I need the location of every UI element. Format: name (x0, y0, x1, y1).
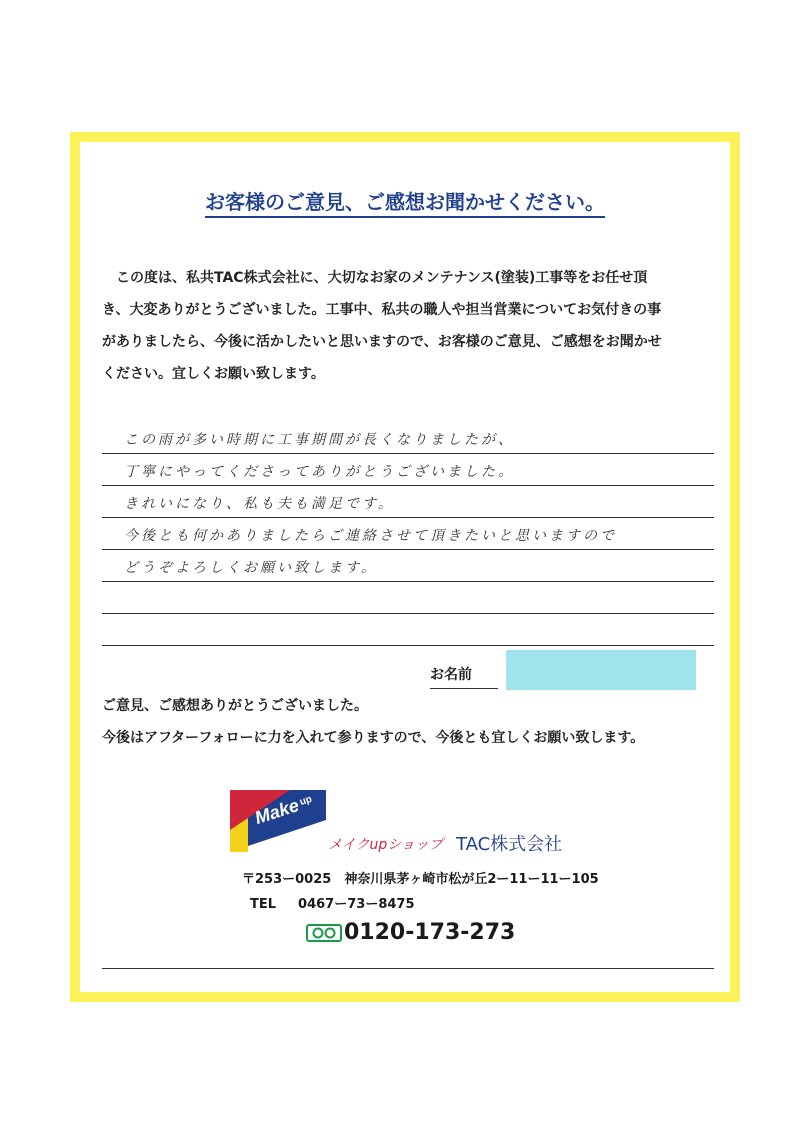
intro-text (102, 262, 714, 390)
handwritten-text: どうぞよろしくお願い致します。 (124, 560, 378, 576)
intro-line: き、大変ありがとうございました。工事中、私共の職人や担当営業についてお気付きの事 (102, 302, 662, 318)
survey-frame (70, 132, 740, 1002)
handwritten-text: この雨が多い時期に工事期間が長くなりましたが、 (124, 432, 515, 448)
shop-name: メイクupショップ (328, 837, 443, 853)
freedial-number: 0120-173-273 (344, 920, 516, 945)
page-title: お客様のご意見、ご感想お聞かせください。 (80, 186, 730, 215)
address: 〒253ー0025 神奈川県茅ヶ崎市松が丘2ー11ー11ー105 (242, 872, 599, 887)
freedial-icon (306, 924, 342, 942)
comment-area (102, 422, 714, 646)
comment-line (102, 518, 714, 550)
tel-label: TEL (250, 897, 277, 912)
logo-make-text: Make (252, 795, 302, 829)
logo-shop-text: SHOP (278, 836, 310, 848)
intro-line: ください。宜しくお願い致します。 (102, 366, 325, 382)
handwritten-text: 丁寧にやってくださってありがとうございました。 (124, 464, 515, 480)
thanks-line: ご意見、ご感想ありがとうございました。 (102, 698, 368, 714)
name-redaction (506, 650, 696, 690)
handwritten-text: 今後とも何かありましたらご連絡させて頂きたいと思いますので (124, 528, 617, 544)
tel-number: 0467ー73ー8475 (298, 897, 415, 912)
intro-line: がありましたら、今後に活かしたいと思いますので、お客様のご意見、ご感想をお聞かせ (102, 334, 662, 350)
intro-line: この度は、私共TAC株式会社に、大切なお家のメンテナンス(塗装)工事等をお任せ頂 (116, 270, 648, 286)
handwritten-text: きれいになり、私も夫も満足です。 (124, 496, 395, 512)
company-name: TAC株式会社 (456, 834, 563, 855)
comment-line (102, 486, 714, 518)
comment-line (102, 550, 714, 582)
thanks-line: 今後はアフターフォローに力を入れて参りますので、今後とも宜しくお願い致します。 (102, 730, 645, 746)
comment-line (102, 582, 714, 614)
comment-line (102, 422, 714, 454)
freedial (306, 920, 515, 945)
makeup-shop-logo (230, 790, 326, 852)
comment-line (102, 614, 714, 646)
comment-line (102, 454, 714, 486)
thanks-text (102, 690, 714, 754)
logo-up-text: up (298, 793, 314, 808)
phone (250, 893, 415, 912)
name-label: お名前 (430, 664, 498, 689)
bottom-divider (102, 968, 714, 969)
